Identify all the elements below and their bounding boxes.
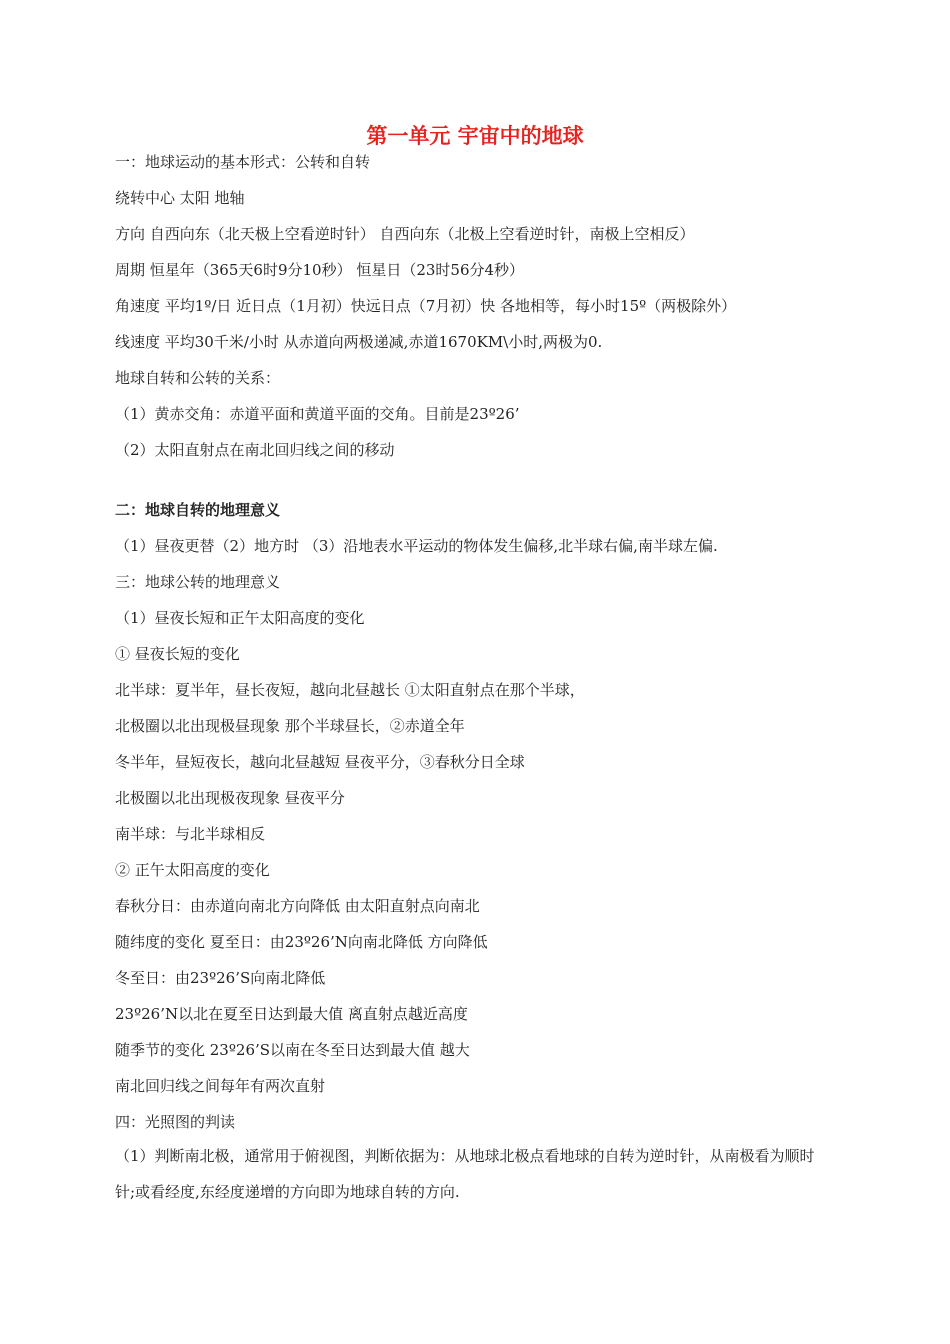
text-line: 23º26’N以北在夏至日达到最大值 离直射点越近高度 [115, 1005, 468, 1023]
text-line: （1）昼夜长短和正午太阳高度的变化 [115, 609, 365, 627]
text-line: 周期 恒星年（365天6时9分10秒） 恒星日（23时56分4秒） [115, 261, 525, 279]
section-heading-3: 三：地球公转的地理意义 [115, 573, 281, 591]
text-line: 线速度 平均30千米/小时 从赤道向两极递减,赤道1670KM\小时,两极为0. [115, 333, 603, 351]
text-paragraph: （1）判断南北极，通常用于俯视图，判断依据为：从地球北极点看地球的自转为逆时针，从南极看为顺时针;或看经度,东经度递增的方向即为地球自转的方向. [115, 1147, 815, 1201]
text-line: 绕转中心 太阳 地轴 [115, 189, 245, 207]
text-line: 冬至日：由23º26’S向南北降低 [115, 969, 326, 987]
text-line: 北极圈以北出现极夜现象 昼夜平分 [115, 789, 345, 807]
text-line: 南北回归线之间每年有两次直射 [115, 1077, 326, 1095]
text-line: 春秋分日：由赤道向南北方向降低 由太阳直射点向南北 [115, 897, 480, 915]
text-line: ② 正午太阳高度的变化 [115, 861, 270, 879]
text-line: （2）太阳直射点在南北回归线之间的移动 [115, 441, 395, 459]
text-line: 冬半年，昼短夜长，越向北昼越短 昼夜平分，③春秋分日全球 [115, 753, 525, 771]
text-line: 南半球：与北半球相反 [115, 825, 266, 843]
section-heading-1: 一：地球运动的基本形式：公转和自转 [115, 153, 371, 171]
text-line: 地球自转和公转的关系： [115, 369, 281, 387]
text-line: 方向 自西向东（北天极上空看逆时针） 自西向东（北极上空看逆时针，南极上空相反） [115, 225, 695, 243]
section-heading-4: 四：光照图的判读 [115, 1113, 236, 1131]
text-line: ① 昼夜长短的变化 [115, 645, 240, 663]
text-line: 角速度 平均1º/日 近日点（1月初）快远日点（7月初）快 各地相等，每小时15º（两极除外） [115, 297, 737, 315]
section-heading-2: 二：地球自转的地理意义 [115, 501, 281, 519]
text-line: 随季节的变化 23º26’S以南在冬至日达到最大值 越大 [115, 1041, 470, 1059]
text-line: 北极圈以北出现极昼现象 那个半球昼长，②赤道全年 [115, 717, 465, 735]
text-line: 随纬度的变化 夏至日：由23º26’N向南北降低 方向降低 [115, 933, 488, 951]
document-title: 第一单元 宇宙中的地球 [366, 124, 584, 148]
text-line: 北半球：夏半年，昼长夜短，越向北昼越长 ①太阳直射点在那个半球， [115, 681, 585, 699]
text-line: （1）黄赤交角：赤道平面和黄道平面的交角。目前是23º26’ [115, 405, 520, 423]
text-line: （1）昼夜更替（2）地方时 （3）沿地表水平运动的物体发生偏移,北半球右偏,南半球左偏. [115, 537, 718, 555]
